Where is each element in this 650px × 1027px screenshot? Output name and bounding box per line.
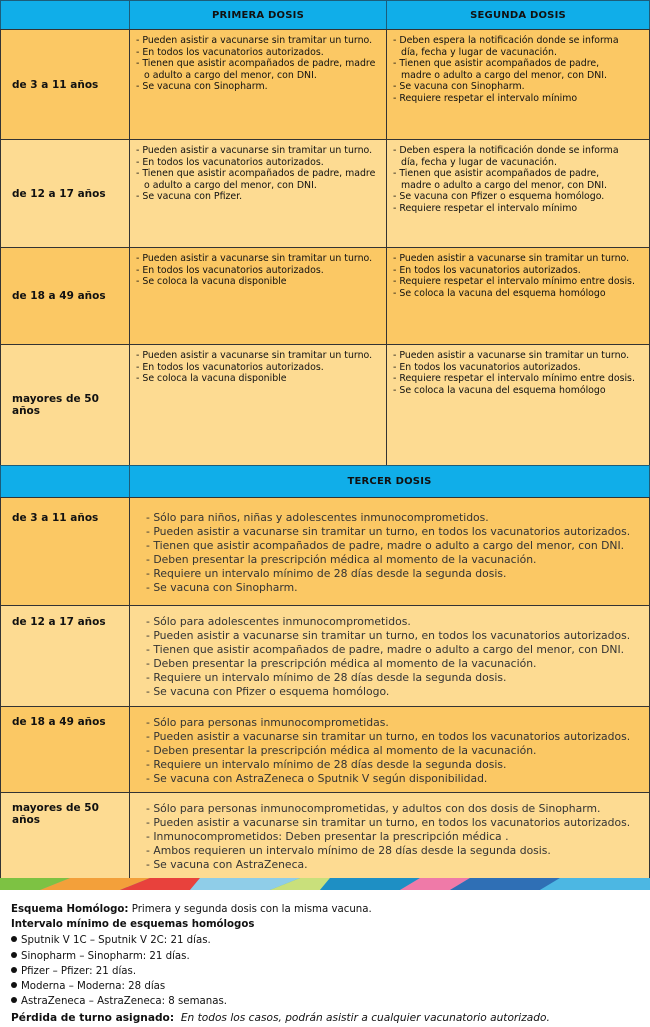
- bullet-text: Moderna – Moderna: 28 días: [21, 981, 166, 992]
- perdida-turno-label: Pérdida de turno asignado:: [11, 1012, 175, 1024]
- bullet-dot-icon: [11, 936, 17, 942]
- cell-tercer-50-plus: [129, 792, 650, 879]
- cell-line: - Sólo para adolescentes inmunocomprometidos.: [146, 615, 411, 628]
- cell-line: - Tienen que asistir acompañados de padre, madre o adulto a cargo del menor, con DNI.: [146, 643, 625, 656]
- cell-line: - En todos los vacunatorios autorizados.: [136, 156, 324, 168]
- intervalo-title: Intervalo mínimo de esquemas homólogos: [11, 919, 255, 930]
- row-label-12-17: de 12 a 17 años: [0, 139, 130, 248]
- cell-line: - Pueden asistir a vacunarse sin tramitar un turno.: [136, 253, 373, 264]
- header-segunda-dosis: SEGUNDA DOSIS: [386, 0, 650, 30]
- cell-line: - Inmunocomprometidos: Deben presentar la prescripción médica .: [146, 830, 509, 843]
- row3-label-12-17: de 12 a 17 años: [0, 605, 130, 707]
- cell-line: - Se vacuna con Sinopharm.: [393, 81, 525, 93]
- cell-primera-12-17: [129, 139, 387, 248]
- cell-line: día, fecha y lugar de vacunación.: [401, 46, 557, 58]
- cell-segunda-3-11: [386, 29, 650, 140]
- cell-line: - Sólo para personas inmunocomprometidas.: [146, 716, 389, 729]
- row3-label-18-49: de 18 a 49 años: [0, 706, 130, 793]
- cell-line: - Se coloca la vacuna disponible: [136, 373, 287, 385]
- cell-line: - Se vacuna con AstraZeneca.: [146, 858, 308, 871]
- cell-line: - Pueden asistir a vacunarse sin tramitar un turno, en todos los vacunatorios autorizados.: [146, 816, 631, 829]
- cell-primera-50-plus: [129, 344, 387, 466]
- cell-line: - Se vacuna con Pfizer.: [136, 191, 243, 203]
- cell-line: - Se coloca la vacuna del esquema homólogo: [393, 287, 606, 299]
- cell-tercer-12-17: [129, 605, 650, 707]
- esquema-homologo-note: [11, 904, 372, 915]
- cell-line: - Se vacuna con Pfizer o esquema homólogo.: [146, 685, 390, 698]
- perdida-turno-note: [11, 1012, 550, 1024]
- cell-line: - Pueden asistir a vacunarse sin tramitar un turno, en todos los vacunatorios autorizados.: [146, 730, 631, 743]
- corner-header-cell: [0, 0, 130, 30]
- cell-line: - Pueden asistir a vacunarse sin tramitar un turno.: [136, 350, 373, 361]
- cell-line: - Pueden asistir a vacunarse sin tramitar un turno.: [136, 145, 373, 156]
- cell-segunda-50-plus: [386, 344, 650, 466]
- esquema-homologo-text: Primera y segunda dosis con la misma vacuna.: [128, 904, 372, 915]
- cell-line: - Requiere respetar el intervalo mínimo entre dosis.: [393, 276, 635, 288]
- cell-line: - Pueden asistir a vacunarse sin tramitar un turno, en todos los vacunatorios autorizados.: [146, 629, 631, 642]
- cell-line: - Sólo para personas inmunocomprometidas, y adultos con dos dosis de Sinopharm.: [146, 802, 601, 815]
- cell-line: - En todos los vacunatorios autorizados.: [136, 361, 324, 373]
- cell-segunda-18-49: [386, 247, 650, 345]
- cell-line: - Tienen que asistir acompañados de padre, madre: [136, 168, 376, 180]
- cell-line: día, fecha y lugar de vacunación.: [401, 156, 557, 168]
- bullet-item: [11, 966, 136, 977]
- cell-line: - Pueden asistir a vacunarse sin tramitar un turno.: [393, 350, 630, 361]
- cell-line: - Se vacuna con Sinopharm.: [146, 581, 298, 594]
- cell-line: - Requiere un intervalo mínimo de 28 días desde la segunda dosis.: [146, 567, 507, 580]
- cell-line: - Se vacuna con Sinopharm.: [136, 81, 268, 93]
- cell-line: - En todos los vacunatorios autorizados.: [136, 46, 324, 58]
- cell-line: - Se vacuna con AstraZeneca o Sputnik V según disponibilidad.: [146, 772, 488, 785]
- cell-line: - Sólo para niños, niñas y adolescentes inmunocomprometidos.: [146, 511, 489, 524]
- cell-line: - Pueden asistir a vacunarse sin tramitar un turno.: [136, 35, 373, 46]
- row-label-18-49: de 18 a 49 años: [0, 247, 130, 345]
- cell-line: - Requiere un intervalo mínimo de 28 días desde la segunda dosis.: [146, 671, 507, 684]
- bullet-item: [11, 935, 211, 946]
- bullet-item: [11, 951, 190, 962]
- cell-line: - Tienen que asistir acompañados de padre,: [393, 168, 600, 180]
- bullet-dot-icon: [11, 997, 17, 1003]
- cell-line: - Requiere un intervalo mínimo de 28 días desde la segunda dosis.: [146, 758, 507, 771]
- bullet-dot-icon: [11, 982, 17, 988]
- esquema-homologo-label: Esquema Homólogo:: [11, 904, 129, 915]
- cell-line: - Tienen que asistir acompañados de padre,: [393, 58, 600, 70]
- cell-line: - Se coloca la vacuna disponible: [136, 276, 287, 288]
- row-label-3-11: de 3 a 11 años: [0, 29, 130, 140]
- header-primera-dosis: PRIMERA DOSIS: [129, 0, 387, 30]
- cell-line: madre o adulto a cargo del menor, con DNI.: [401, 179, 608, 191]
- cell-line: - En todos los vacunatorios autorizados.: [136, 264, 324, 276]
- cell-line: - Deben espera la notificación donde se informa: [393, 145, 619, 156]
- cell-line: - Tienen que asistir acompañados de padre, madre: [136, 58, 376, 70]
- cell-line: - Deben presentar la prescripción médica al momento de la vacunación.: [146, 657, 537, 670]
- cell-line: - Deben presentar la prescripción médica al momento de la vacunación.: [146, 553, 537, 566]
- cell-line: - Deben espera la notificación donde se informa: [393, 35, 619, 46]
- cell-line: - Se vacuna con Pfizer o esquema homólogo.: [393, 191, 605, 203]
- cell-primera-3-11: [129, 29, 387, 140]
- row3-label-50-plus: mayores de 50 años: [0, 792, 130, 879]
- bullet-dot-icon: [11, 967, 17, 973]
- cell-primera-18-49: [129, 247, 387, 345]
- bullet-item: [11, 981, 165, 992]
- cell-line: - Requiere respetar el intervalo mínimo: [393, 92, 578, 104]
- cell-line: - En todos los vacunatorios autorizados.: [393, 361, 581, 373]
- cell-line: - Requiere respetar el intervalo mínimo entre dosis.: [393, 373, 635, 385]
- decorative-color-strip: [0, 878, 650, 890]
- corner-header-cell-2: [0, 465, 130, 498]
- cell-line: - Deben presentar la prescripción médica al momento de la vacunación.: [146, 744, 537, 757]
- row3-label-3-11: de 3 a 11 años: [0, 497, 130, 606]
- cell-line: - En todos los vacunatorios autorizados.: [393, 264, 581, 276]
- cell-line: - Se coloca la vacuna del esquema homólogo: [393, 384, 606, 396]
- bullet-text: AstraZeneca – AstraZeneca: 8 semanas.: [21, 996, 227, 1007]
- cell-line: - Ambos requieren un intervalo mínimo de 28 días desde la segunda dosis.: [146, 844, 551, 857]
- cell-segunda-12-17: [386, 139, 650, 248]
- row-label-50-plus: mayores de 50 años: [0, 344, 130, 466]
- cell-line: - Tienen que asistir acompañados de padre, madre o adulto a cargo del menor, con DNI.: [146, 539, 625, 552]
- cell-line: o adulto a cargo del menor, con DNI.: [144, 179, 317, 191]
- cell-tercer-3-11: [129, 497, 650, 606]
- bullet-item: [11, 996, 227, 1007]
- cell-line: - Pueden asistir a vacunarse sin tramitar un turno, en todos los vacunatorios autorizados.: [146, 525, 631, 538]
- bullet-text: Sinopharm – Sinopharm: 21 días.: [21, 951, 190, 962]
- bullet-text: Sputnik V 1C – Sputnik V 2C: 21 días.: [21, 935, 211, 946]
- cell-line: - Requiere respetar el intervalo mínimo: [393, 202, 578, 214]
- cell-tercer-18-49: [129, 706, 650, 793]
- cell-line: madre o adulto a cargo del menor, con DNI.: [401, 69, 608, 81]
- cell-line: o adulto a cargo del menor, con DNI.: [144, 69, 317, 81]
- cell-line: - Pueden asistir a vacunarse sin tramitar un turno.: [393, 253, 630, 264]
- bullet-dot-icon: [11, 952, 17, 958]
- header-tercer-dosis: TERCER DOSIS: [129, 465, 650, 498]
- bullet-text: Pfizer – Pfizer: 21 días.: [21, 966, 137, 977]
- perdida-turno-text: En todos los casos, podrán asistir a cualquier vacunatorio autorizado.: [180, 1012, 550, 1024]
